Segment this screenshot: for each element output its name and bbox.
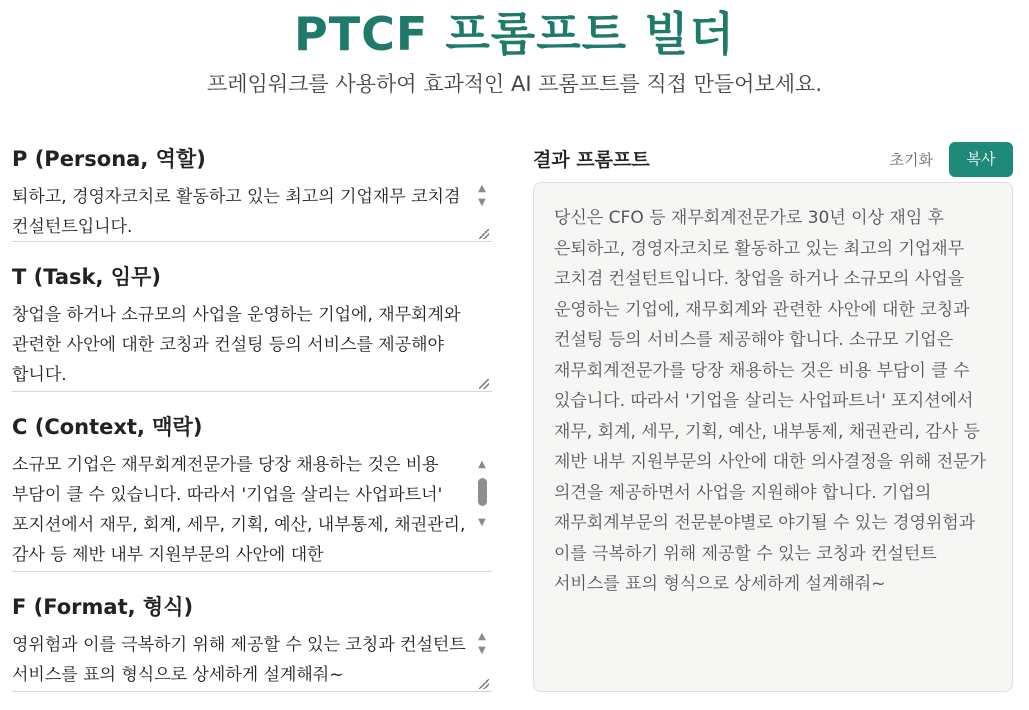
result-header [533,142,1013,178]
scroll-down-icon[interactable]: ▼ [478,197,486,208]
scroll-up-icon[interactable]: ▲ [478,183,486,194]
persona-section [12,142,492,250]
result-prompt-text: 당신은 CFO 등 재무회계전문가로 30년 이상 재임 후 은퇴하고, 경영자코치로 활동하고 있는 최고의 기업재무 코치겸 컨설턴트입니다. 창업을 하거나 소규모의 사업을 운영하는 기업에, 재무회계와 관련한 사안에 대한 코칭과 컨설팅 등의 서비스를 제공해야 합니다. 소규모 기업은 재무회계전문가를 당장 채용하는 것은 비용 부담이 클 수 있습니다. 따라서 '기업을 살리는 사업파트너' 포지션에서 재무, 회계, 세무, 기획, 예산, 내부통제, 채권관리, 감사 등 제반 내부 지원부문의 사안에 대한 의사결정을 위해 전문가 의견을 제공하면서 사업을 지원해야 합니다. 기업의 재무회계부문의 전문분야별로 야기될 수 있는 경영위험과 이를 극복하기 위해 제공할 수 있는 코칭과 컨설턴트 서비스를 표의 형식으로 상세하게 설계해줘~ [554,208,986,594]
context-label: C (Context, 맥락) [12,415,203,439]
persona-label: P (Persona, 역할) [12,147,206,171]
resize-grip-icon[interactable] [479,379,489,389]
format-textarea[interactable] [12,630,492,692]
scroll-up-icon[interactable]: ▲ [478,631,486,642]
format-section [12,590,492,710]
scroll-up-icon[interactable]: ▲ [478,459,486,470]
persona-scrollbar[interactable] [474,182,490,210]
format-text: 영위험과 이를 극복하기 위해 제공할 수 있는 코칭과 컨설턴트 서비스를 표의 형식으로 상세하게 설계해줘~ [12,635,466,685]
task-textarea[interactable] [12,300,492,392]
input-panel [12,142,492,710]
scroll-down-icon[interactable]: ▼ [478,645,486,656]
page-subtitle: 프레임워크를 사용하여 효과적인 AI 프롬프트를 직접 만들어보세요. [206,72,822,96]
page-title: PTCF 프롬프트 빌더 [294,7,735,61]
context-section [12,410,492,590]
context-scrollbar[interactable] [474,458,490,530]
format-label: F (Format, 형식) [12,595,194,619]
context-textarea[interactable] [12,450,492,572]
persona-text: 퇴하고, 경영자코치로 활동하고 있는 최고의 기업재무 코치겸 컨설턴트입니다. [12,187,461,237]
task-text: 창업을 하거나 소규모의 사업을 운영하는 기업에, 재무회계와 관련한 사안에 대한 코칭과 컨설팅 등의 서비스를 제공해야 합니다. [12,305,461,385]
persona-textarea[interactable] [12,182,492,242]
result-prompt-box [533,182,1013,692]
reset-button[interactable]: 초기화 [889,151,933,169]
copy-button[interactable]: 복사 [949,142,1013,177]
scroll-down-icon[interactable]: ▼ [478,517,486,528]
result-title: 결과 프롬프트 [533,149,650,171]
resize-grip-icon[interactable] [479,679,489,689]
scroll-thumb[interactable] [478,478,487,506]
context-text: 소규모 기업은 재무회계전문가를 당장 채용하는 것은 비용 부담이 클 수 있습니다. 따라서 '기업을 살리는 사업파트너' 포지션에서 재무, 회계, 세무, 기획, 예산, 내부통제, 채권관리, 감사 등 제반 내부 지원부문의 사안에 대한 [12,455,466,565]
task-section [12,260,492,410]
task-label: T (Task, 임무) [12,265,161,289]
format-scrollbar[interactable] [474,630,490,658]
resize-grip-icon[interactable] [479,229,489,239]
